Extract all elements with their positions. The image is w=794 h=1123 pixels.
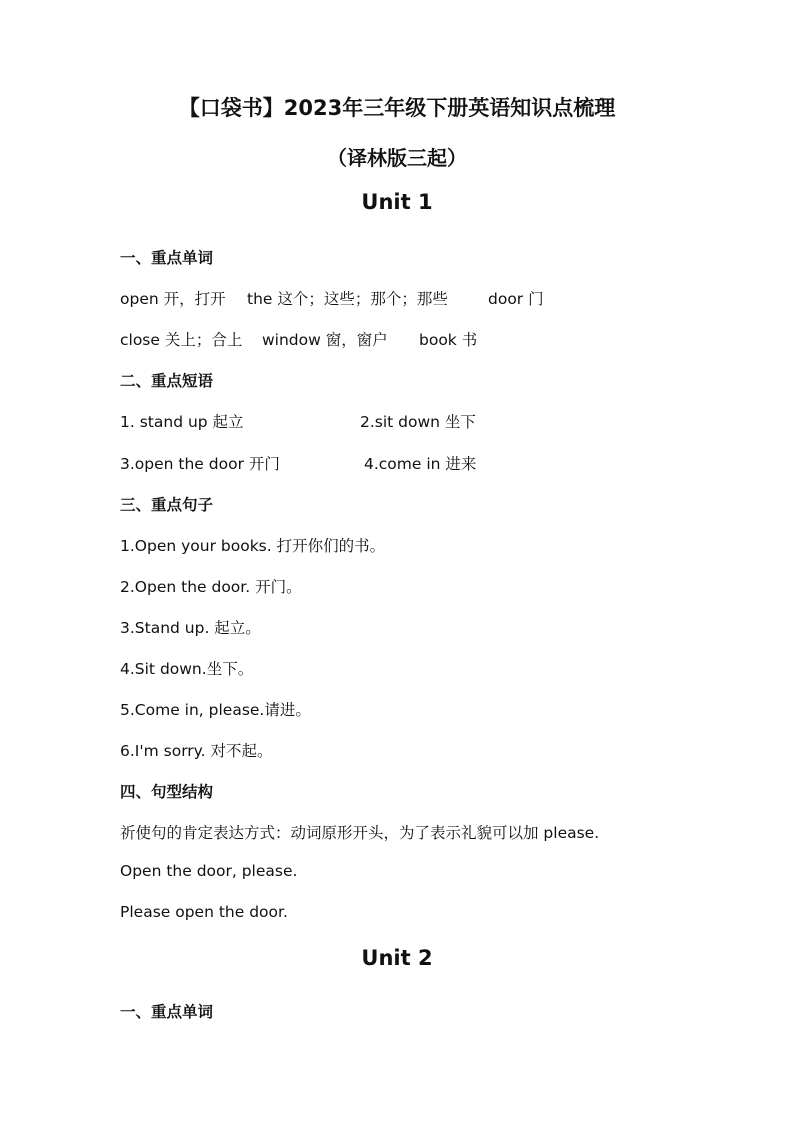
word-the: the 这个；这些；那个；那些	[247, 290, 448, 308]
word-window: window 窗，窗户	[262, 331, 388, 349]
sentence-item: 3.Stand up. 起立。	[120, 619, 261, 637]
word-open: open 开，打开	[120, 290, 226, 308]
word-close: close 关上；合上	[120, 331, 243, 349]
phrase-open-the-door: 3.open the door 开门	[120, 455, 280, 473]
word-door: door 门	[488, 290, 544, 308]
document-title: 【口袋书】2023年三年级下册英语知识点梳理	[178, 96, 616, 120]
phrase-come-in: 4.come in 进来	[364, 455, 477, 473]
word-book: book 书	[419, 331, 478, 349]
unit1-phrases-section: 二、重点短语	[120, 372, 214, 390]
unit2-heading: Unit 2	[361, 946, 433, 970]
unit1-heading: Unit 1	[361, 190, 433, 214]
unit2-words-section: 一、重点单词	[120, 1003, 214, 1021]
document-subtitle: （译林版三起）	[327, 146, 467, 170]
sentence-item: 1.Open your books. 打开你们的书。	[120, 537, 386, 555]
unit1-structure-section: 四、句型结构	[120, 783, 214, 801]
phrase-stand-up: 1. stand up 起立	[120, 413, 244, 431]
sentence-item: 5.Come in, please.请进。	[120, 701, 311, 719]
unit1-words-section: 一、重点单词	[120, 249, 214, 267]
unit1-sentences-section: 三、重点句子	[120, 496, 214, 514]
sentence-item: 4.Sit down.坐下。	[120, 660, 254, 678]
sentence-item: 2.Open the door. 开门。	[120, 578, 302, 596]
structure-line: Open the door, please.	[120, 862, 298, 880]
structure-line: Please open the door.	[120, 903, 288, 921]
sentence-item: 6.I'm sorry. 对不起。	[120, 742, 273, 760]
structure-line: 祈使句的肯定表达方式：动词原形开头，为了表示礼貌可以加 please.	[120, 824, 600, 842]
phrase-sit-down: 2.sit down 坐下	[360, 413, 476, 431]
